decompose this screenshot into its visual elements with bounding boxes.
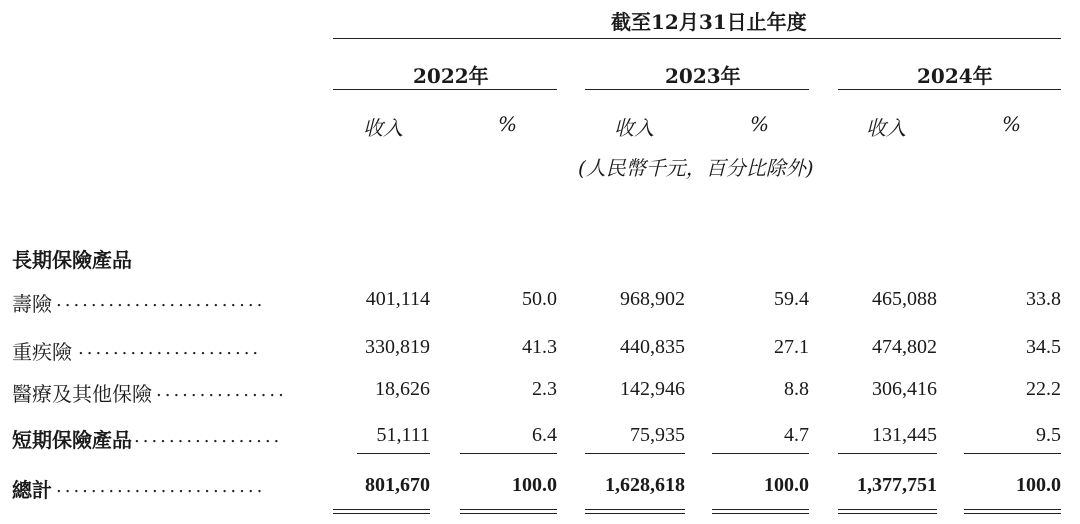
cell-2022-income: 330,819 [365, 336, 430, 358]
col-income-2022: 收入 [363, 116, 403, 140]
cell-2023-pct: 27.1 [774, 336, 809, 358]
cell-2024-income: 474,802 [872, 336, 937, 358]
row-leader-critical-illness: ..................... [78, 338, 262, 359]
subtotal-rule [460, 453, 557, 454]
cell-2022-income: 401,114 [365, 288, 430, 310]
col-income-2023: 收入 [614, 116, 654, 140]
row-label-critical-illness: 重疾險 [12, 340, 72, 364]
row-label-medical-other: 醫療及其他保險 [12, 382, 152, 406]
total-double-rule [712, 509, 809, 510]
cell-2023-income: 968,902 [620, 288, 685, 310]
year-2023: 2023年 [665, 64, 741, 88]
subtotal-rule [838, 453, 937, 454]
total-double-rule [964, 509, 1061, 510]
total-double-rule [838, 509, 937, 510]
col-pct-2024: % [1002, 112, 1022, 136]
total-2023-pct: 100.0 [764, 474, 809, 496]
cell-2024-pct: 22.2 [1026, 378, 1061, 400]
col-income-2024: 收入 [866, 116, 906, 140]
row-label-total: 總計 [12, 478, 52, 502]
header-rule [333, 38, 1061, 39]
col-pct-2023: % [750, 112, 770, 136]
section-long-term: 長期保險產品 [12, 248, 132, 272]
cell-2023-income: 142,946 [620, 378, 685, 400]
total-double-rule [712, 513, 809, 514]
year-2023-rule [585, 89, 809, 90]
row-leader-total: ........................ [56, 476, 266, 497]
cell-2023-pct: 59.4 [774, 288, 809, 310]
total-2024-income: 1,377,751 [857, 474, 937, 496]
total-double-rule [333, 509, 430, 510]
subtotal-rule [712, 453, 809, 454]
cell-2022-income: 18,626 [375, 378, 430, 400]
year-2022-rule [333, 89, 557, 90]
unit-note: (人民幣千元，百分比除外) [578, 156, 814, 180]
cell-2024-income: 306,416 [872, 378, 937, 400]
total-double-rule [333, 513, 430, 514]
total-double-rule [838, 513, 937, 514]
year-2024-rule [838, 89, 1061, 90]
cell-2023-pct: 8.8 [784, 378, 809, 400]
row-leader-short-term: ................. [134, 426, 283, 447]
total-2023-income: 1,628,618 [605, 474, 685, 496]
row-label-short-term: 短期保險產品 [12, 428, 132, 452]
cell-2022-income: 51,111 [376, 424, 430, 446]
cell-2024-income: 131,445 [872, 424, 937, 446]
total-2024-pct: 100.0 [1016, 474, 1061, 496]
cell-2022-pct: 41.3 [522, 336, 557, 358]
total-2022-pct: 100.0 [512, 474, 557, 496]
cell-2024-pct: 9.5 [1036, 424, 1061, 446]
row-leader-life: ........................ [56, 290, 266, 311]
total-double-rule [460, 513, 557, 514]
cell-2024-pct: 33.8 [1026, 288, 1061, 310]
total-double-rule [964, 513, 1061, 514]
subtotal-rule [585, 453, 685, 454]
total-2022-income: 801,670 [365, 474, 430, 496]
subtotal-rule [964, 453, 1061, 454]
subtotal-rule [357, 453, 430, 454]
cell-2023-income: 440,835 [620, 336, 685, 358]
col-pct-2022: % [498, 112, 518, 136]
cell-2023-income: 75,935 [630, 424, 685, 446]
cell-2023-pct: 4.7 [784, 424, 809, 446]
cell-2022-pct: 2.3 [532, 378, 557, 400]
total-double-rule [585, 509, 685, 510]
period-header: 截至12月31日止年度 [611, 10, 807, 34]
total-double-rule [585, 513, 685, 514]
row-leader-medical-other: ............... [156, 380, 287, 401]
total-double-rule [460, 509, 557, 510]
cell-2024-pct: 34.5 [1026, 336, 1061, 358]
cell-2024-income: 465,088 [872, 288, 937, 310]
row-label-life: 壽險 [12, 292, 52, 316]
year-2024: 2024年 [917, 64, 993, 88]
year-2022: 2022年 [413, 64, 489, 88]
cell-2022-pct: 50.0 [522, 288, 557, 310]
cell-2022-pct: 6.4 [532, 424, 557, 446]
